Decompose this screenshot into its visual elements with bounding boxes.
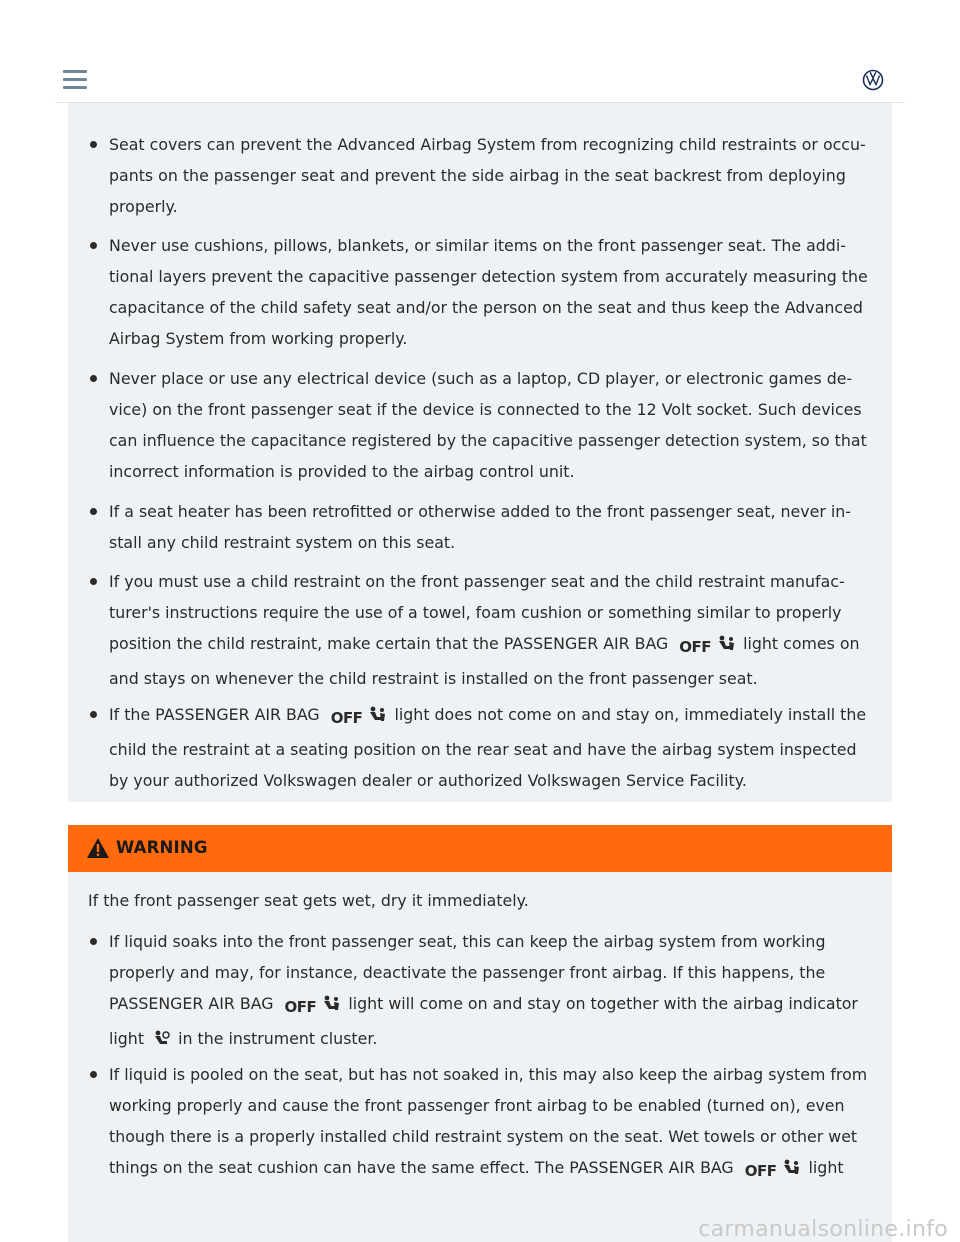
text-segment: in the instrument cluster.: [178, 1029, 378, 1048]
text-line: Never use cushions, pillows, blankets, or similar items on the front passenger seat. The addi-: [109, 236, 846, 255]
airbag-indicator-icon: [151, 1026, 171, 1057]
text-segment: light: [808, 1158, 844, 1177]
text-line: vice) on the front passenger seat if the device is connected to the 12 Volt socket. Such devices: [109, 400, 862, 419]
warning-intro: If the front passenger seat gets wet, dry it immediately.: [88, 891, 529, 910]
text-segment: position the child restraint, make certain that the PASSENGER AIR BAG: [109, 634, 669, 653]
text-line: working properly and cause the front passenger front airbag to be enabled (turned on), even: [109, 1096, 845, 1115]
watermark: carmanualsonline.info: [698, 1217, 948, 1242]
text-line: properly.: [109, 197, 178, 216]
text-line: [109, 628, 875, 663]
off-label: OFF: [284, 998, 317, 1016]
list-item: [109, 1059, 875, 1187]
text-line: though there is a properly installed child restraint system on the seat. Wet towels or other wet: [109, 1127, 858, 1146]
off-label: OFF: [330, 709, 363, 727]
text-line: If liquid soaks into the front passenger seat, this can keep the airbag system from working: [109, 932, 826, 951]
text-line: and stays on whenever the child restraint is installed on the front passenger seat.: [109, 669, 758, 688]
text-line: turer's instructions require the use of a towel, foam cushion or something similar to properly: [109, 603, 842, 622]
text-line: stall any child restraint system on this seat.: [109, 533, 456, 552]
text-line: can influence the capacitance registered by the capacitive passenger detection system, so that: [109, 431, 867, 450]
warning-triangle-icon: [86, 837, 110, 859]
text-segment: things on the seat cushion can have the same effect. The PASSENGER AIR BAG: [109, 1158, 734, 1177]
list-item: [109, 129, 875, 222]
header-divider: [55, 102, 905, 103]
passenger-airbag-off-indicator-icon: [281, 991, 342, 1023]
list-item: [109, 926, 875, 1057]
list-item: [109, 496, 875, 558]
text-segment: PASSENGER AIR BAG: [109, 994, 274, 1013]
text-line: capacitance of the child safety seat and/or the person on the seat and thus keep the Advanced: [109, 298, 863, 317]
off-label: OFF: [679, 638, 712, 656]
volkswagen-logo-icon[interactable]: [862, 69, 884, 91]
text-line: [109, 1023, 875, 1057]
warning-header: [68, 825, 892, 872]
off-label: OFF: [744, 1162, 777, 1180]
list-item: [109, 230, 875, 354]
text-line: [109, 1152, 875, 1187]
list-item: [109, 699, 875, 796]
text-segment: If the PASSENGER AIR BAG: [109, 705, 320, 724]
text-line: incorrect information is provided to the airbag control unit.: [109, 462, 575, 481]
passenger-airbag-off-indicator-icon: [741, 1155, 802, 1187]
text-line: pants on the passenger seat and prevent the side airbag in the seat backrest from deploying: [109, 166, 846, 185]
text-line: by your authorized Volkswagen dealer or authorized Volkswagen Service Facility.: [109, 771, 747, 790]
text-line: [109, 699, 875, 734]
text-segment: light will come on and stay on together with the airbag indicator: [348, 994, 858, 1013]
hamburger-menu-icon[interactable]: [63, 70, 87, 89]
text-line: properly and may, for instance, deactivate the passenger front airbag. If this happens, the: [109, 963, 826, 982]
text-line: tional layers prevent the capacitive passenger detection system from accurately measuring the: [109, 267, 868, 286]
top-header: [0, 0, 960, 103]
text-line: Never place or use any electrical device (such as a laptop, CD player, or electronic games de-: [109, 369, 853, 388]
text-line: If you must use a child restraint on the front passenger seat and the child restraint manufac-: [109, 572, 845, 591]
text-line: Airbag System from working properly.: [109, 329, 408, 348]
text-line: If a seat heater has been retrofitted or otherwise added to the front passenger seat, never in-: [109, 502, 851, 521]
passenger-airbag-off-indicator-icon: [675, 631, 736, 663]
text-line: If liquid is pooled on the seat, but has not soaked in, this may also keep the airbag system from: [109, 1065, 868, 1084]
list-item: [109, 363, 875, 487]
text-line: [109, 988, 875, 1023]
passenger-airbag-off-indicator-icon: [327, 702, 388, 734]
text-segment: light: [109, 1029, 145, 1048]
warning-title: WARNING: [116, 838, 208, 857]
text-line: child the restraint at a seating position on the rear seat and have the airbag system inspected: [109, 740, 857, 759]
text-segment: light comes on: [743, 634, 860, 653]
list-item: [109, 566, 875, 694]
text-line: Seat covers can prevent the Advanced Airbag System from recognizing child restraints or occu-: [109, 135, 866, 154]
text-segment: light does not come on and stay on, immediately install the: [394, 705, 867, 724]
